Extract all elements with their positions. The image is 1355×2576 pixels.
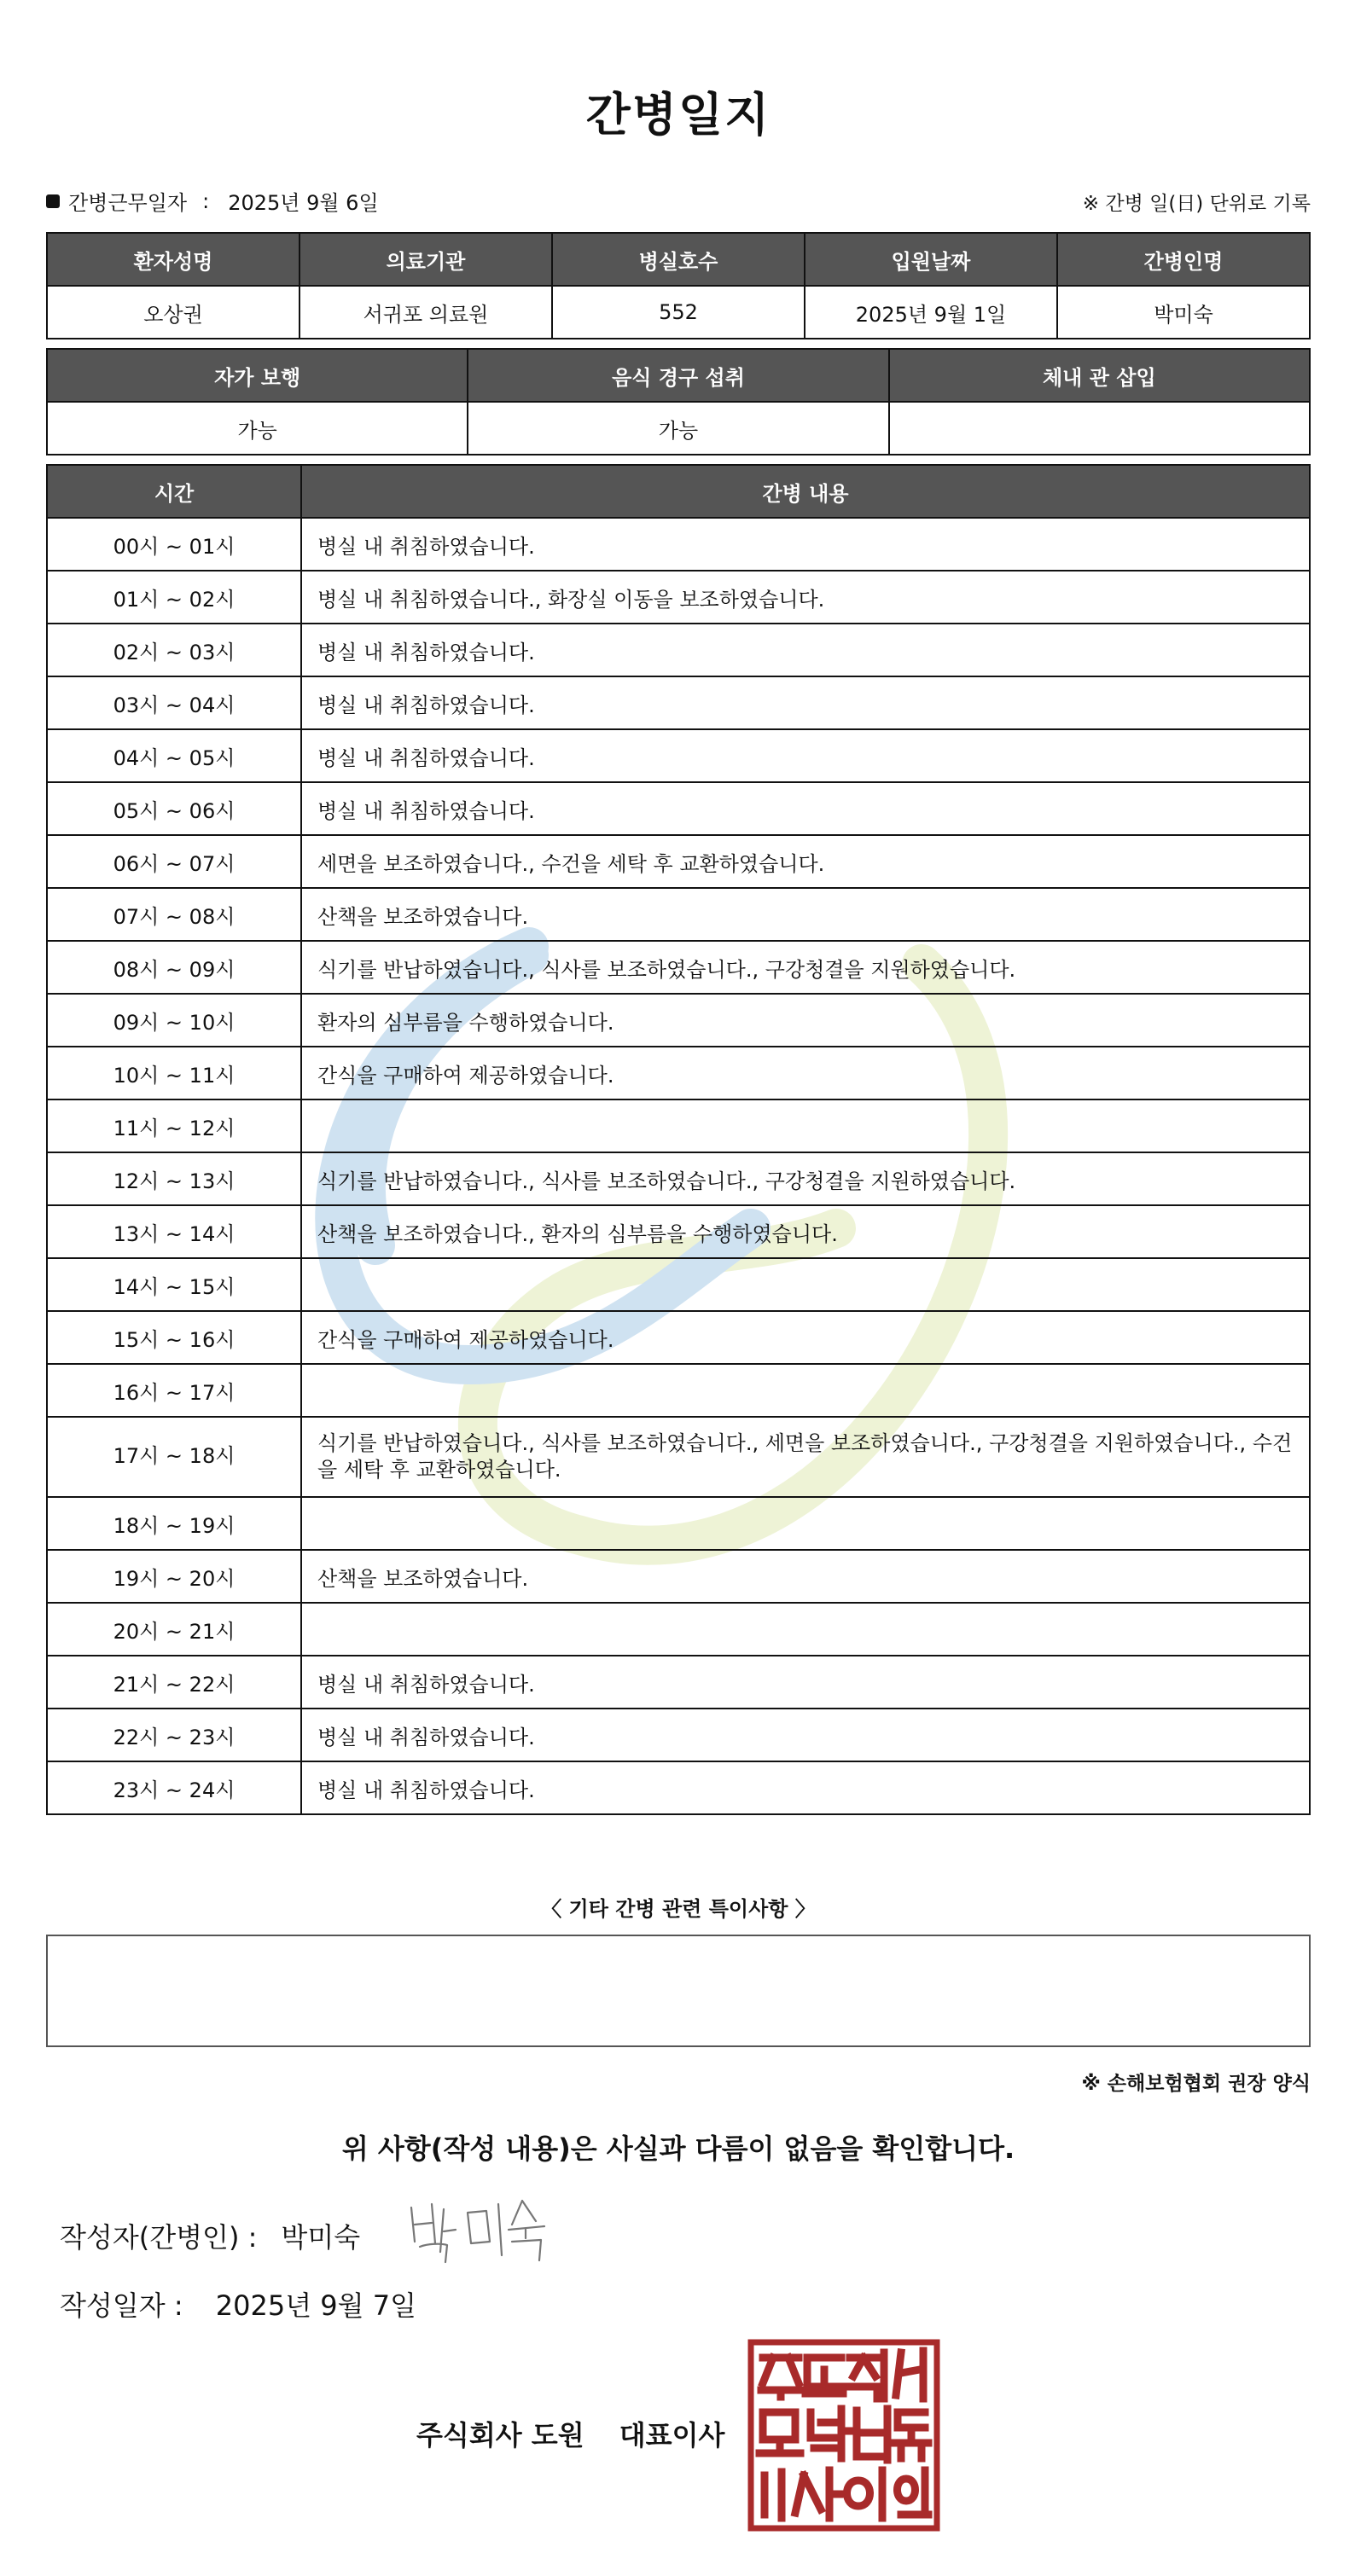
header-patient-name: 환자성명 xyxy=(47,233,299,286)
time-slot: 04시 ~ 05시 xyxy=(47,729,301,782)
table-row xyxy=(47,1258,1310,1311)
time-slot: 10시 ~ 11시 xyxy=(47,1047,301,1099)
company-name: 주식회사 도원 xyxy=(416,2419,584,2451)
notes-title: 〈 기타 간병 관련 특이사항 〉 xyxy=(541,1897,816,1921)
care-content: 식기를 반납하였습니다., 식사를 보조하였습니다., 세면을 보조하였습니다., 구강청결을 지원하였습니다., 수건을 세탁 후 교환하였습니다. xyxy=(301,1417,1310,1497)
patient-info-table xyxy=(46,232,1311,339)
record-note: ※ 간병 일(日) 단위로 기록 xyxy=(1082,193,1311,215)
form-source-note: ※ 손해보험협회 권장 양식 xyxy=(1081,2073,1311,2095)
time-slot: 01시 ~ 02시 xyxy=(47,571,301,624)
table-row xyxy=(47,1364,1310,1417)
square-bullet-icon xyxy=(46,194,60,208)
patient-ability-table xyxy=(46,348,1311,455)
page-title: 간병일지 xyxy=(585,88,771,142)
time-slot: 12시 ~ 13시 xyxy=(47,1152,301,1205)
care-content xyxy=(301,1364,1310,1417)
caregiver-name: 박미숙 xyxy=(1057,286,1310,339)
care-content: 병실 내 취침하였습니다. xyxy=(301,676,1310,729)
care-content: 세면을 보조하였습니다., 수건을 세탁 후 교환하였습니다. xyxy=(301,835,1310,888)
care-log-header-row xyxy=(47,465,1310,518)
table-row xyxy=(47,1497,1310,1550)
time-slot: 00시 ~ 01시 xyxy=(47,518,301,571)
work-date-separator: : xyxy=(202,189,210,213)
care-content xyxy=(301,1258,1310,1311)
care-content xyxy=(301,1099,1310,1152)
table-row xyxy=(47,729,1310,782)
care-content: 산책을 보조하였습니다. xyxy=(301,888,1310,941)
care-content: 병실 내 취침하였습니다. xyxy=(301,1709,1310,1761)
company-representative: 대표이사 xyxy=(619,2419,725,2451)
time-slot: 13시 ~ 14시 xyxy=(47,1205,301,1258)
time-slot: 19시 ~ 20시 xyxy=(47,1550,301,1603)
notes-box xyxy=(46,1935,1311,2047)
care-content: 병실 내 취침하였습니다. xyxy=(301,1656,1310,1709)
time-slot: 03시 ~ 04시 xyxy=(47,676,301,729)
care-content xyxy=(301,1603,1310,1656)
header-time: 시간 xyxy=(47,465,301,518)
table-row xyxy=(47,676,1310,729)
author-label: 작성자(간병인) : xyxy=(60,2221,258,2254)
work-date xyxy=(46,186,379,216)
care-content: 간식을 구매하여 제공하였습니다. xyxy=(301,1311,1310,1364)
work-date-label: 간병근무일자 xyxy=(68,191,188,215)
table-row xyxy=(47,518,1310,571)
care-content: 환자의 심부름을 수행하였습니다. xyxy=(301,994,1310,1047)
time-slot: 20시 ~ 21시 xyxy=(47,1603,301,1656)
time-slot: 17시 ~ 18시 xyxy=(47,1417,301,1497)
time-slot: 22시 ~ 23시 xyxy=(47,1709,301,1761)
written-date-value: 2025년 9월 7일 xyxy=(215,2289,417,2322)
header-hospital: 의료기관 xyxy=(299,233,552,286)
hospital-name: 서귀포 의료원 xyxy=(299,286,552,339)
table-row xyxy=(47,1761,1310,1814)
time-slot: 07시 ~ 08시 xyxy=(47,888,301,941)
header-room-number: 병실호수 xyxy=(552,233,805,286)
care-content: 병실 내 취침하였습니다. xyxy=(301,624,1310,676)
care-content: 병실 내 취침하였습니다., 화장실 이동을 보조하였습니다. xyxy=(301,571,1310,624)
table-row xyxy=(47,1205,1310,1258)
confirmation-statement: 위 사항(작성 내용)은 사실과 다름이 없음을 확인합니다. xyxy=(341,2132,1015,2165)
table-row xyxy=(47,941,1310,994)
handwritten-signature xyxy=(394,2192,556,2269)
tube-insertion-value xyxy=(889,402,1310,455)
time-slot: 06시 ~ 07시 xyxy=(47,835,301,888)
table-row xyxy=(47,1656,1310,1709)
ability-value-row xyxy=(47,402,1310,455)
header-admission-date: 입원날짜 xyxy=(805,233,1057,286)
patient-info-value-row xyxy=(47,286,1310,339)
care-content: 병실 내 취침하였습니다. xyxy=(301,1761,1310,1814)
time-slot: 14시 ~ 15시 xyxy=(47,1258,301,1311)
care-content: 식기를 반납하였습니다., 식사를 보조하였습니다., 구강청결을 지원하였습니다. xyxy=(301,1152,1310,1205)
work-date-row xyxy=(46,186,1311,220)
time-slot: 15시 ~ 16시 xyxy=(47,1311,301,1364)
ability-header-row xyxy=(47,349,1310,402)
care-content: 병실 내 취침하였습니다. xyxy=(301,518,1310,571)
company-seal-stamp xyxy=(747,2339,940,2532)
oral-intake-value: 가능 xyxy=(468,402,888,455)
written-date-label: 작성일자 : xyxy=(60,2289,183,2322)
table-row xyxy=(47,1311,1310,1364)
table-row xyxy=(47,1417,1310,1497)
care-log-table xyxy=(46,464,1311,1815)
care-content: 산책을 보조하였습니다. xyxy=(301,1550,1310,1603)
header-oral-intake: 음식 경구 섭취 xyxy=(468,349,888,402)
table-row xyxy=(47,782,1310,835)
time-slot: 05시 ~ 06시 xyxy=(47,782,301,835)
admission-date: 2025년 9월 1일 xyxy=(805,286,1057,339)
table-row xyxy=(47,888,1310,941)
table-row xyxy=(47,1152,1310,1205)
table-row xyxy=(47,1709,1310,1761)
time-slot: 16시 ~ 17시 xyxy=(47,1364,301,1417)
company-line xyxy=(416,2414,724,2453)
table-row xyxy=(47,624,1310,676)
care-content: 식기를 반납하였습니다., 식사를 보조하였습니다., 구강청결을 지원하였습니다. xyxy=(301,941,1310,994)
care-content: 간식을 구매하여 제공하였습니다. xyxy=(301,1047,1310,1099)
patient-name: 오상권 xyxy=(47,286,299,339)
time-slot: 09시 ~ 10시 xyxy=(47,994,301,1047)
time-slot: 23시 ~ 24시 xyxy=(47,1761,301,1814)
author-line xyxy=(60,2216,360,2255)
header-caregiver-name: 간병인명 xyxy=(1057,233,1310,286)
table-row xyxy=(47,1550,1310,1603)
work-date-value: 2025년 9월 6일 xyxy=(228,191,379,215)
time-slot: 18시 ~ 19시 xyxy=(47,1497,301,1550)
room-number: 552 xyxy=(552,286,805,339)
table-row xyxy=(47,1603,1310,1656)
table-row xyxy=(47,994,1310,1047)
time-slot: 11시 ~ 12시 xyxy=(47,1099,301,1152)
header-care-content: 간병 내용 xyxy=(301,465,1310,518)
table-row xyxy=(47,571,1310,624)
patient-info-header-row xyxy=(47,233,1310,286)
care-content: 병실 내 취침하였습니다. xyxy=(301,729,1310,782)
header-self-walking: 자가 보행 xyxy=(47,349,468,402)
table-row xyxy=(47,1099,1310,1152)
care-content xyxy=(301,1497,1310,1550)
care-content: 산책을 보조하였습니다., 환자의 심부름을 수행하였습니다. xyxy=(301,1205,1310,1258)
table-row xyxy=(47,1047,1310,1099)
self-walking-value: 가능 xyxy=(47,402,468,455)
time-slot: 21시 ~ 22시 xyxy=(47,1656,301,1709)
time-slot: 02시 ~ 03시 xyxy=(47,624,301,676)
table-row xyxy=(47,835,1310,888)
header-tube-insertion: 체내 관 삽입 xyxy=(889,349,1310,402)
author-name: 박미숙 xyxy=(281,2221,361,2254)
care-content: 병실 내 취침하였습니다. xyxy=(301,782,1310,835)
written-date-line xyxy=(60,2284,416,2324)
time-slot: 08시 ~ 09시 xyxy=(47,941,301,994)
